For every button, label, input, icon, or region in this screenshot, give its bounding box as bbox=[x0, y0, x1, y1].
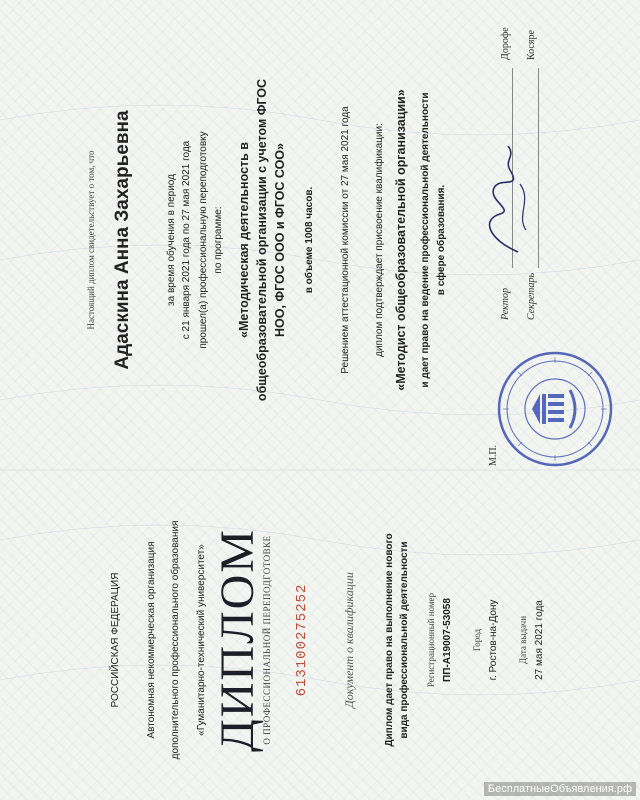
rector-signature bbox=[470, 140, 540, 260]
passed-line-1: прошел(а) профессиональную переподготовку bbox=[198, 131, 209, 349]
diploma-subtitle: О ПРОФЕССИОНАЛЬНОЙ ПЕРЕПОДГОТОВКЕ bbox=[262, 535, 272, 745]
secretary-label: Секретарь bbox=[526, 272, 537, 320]
stamp-mp-label: М.П. bbox=[488, 444, 499, 466]
program-hours: в объеме 1008 часов. bbox=[304, 186, 315, 294]
qualification-name: «Методист общеобразовательной организации» bbox=[394, 89, 408, 391]
diploma-content-side bbox=[0, 20, 640, 466]
university-stamp bbox=[496, 350, 614, 468]
city: г. Ростов-на-Дону bbox=[488, 599, 499, 681]
graduate-name: Адаскина Анна Захарьевна bbox=[112, 110, 133, 370]
rights-line-1: и дает право на ведение профессиональной деятельности bbox=[420, 92, 431, 388]
qualification-confirm: диплом подтверждает присвоение квалификации: bbox=[374, 123, 385, 357]
intro-text: Настоящий диплом свидетельствует о том, что bbox=[86, 150, 96, 330]
org-line-3: «Гуманитарно-технический университет» bbox=[196, 544, 207, 736]
rights-line-2: в сфере образования. bbox=[436, 184, 447, 296]
reg-number: ПП-А19007-53058 bbox=[442, 598, 453, 682]
org-line-1: Автономная некоммерческая организация bbox=[146, 541, 157, 739]
country-name: РОССИЙСКАЯ ФЕДЕРАЦИЯ bbox=[110, 572, 121, 708]
period-line-1: за время обучения в период bbox=[166, 174, 177, 306]
passed-line-2: по программе: bbox=[213, 206, 224, 274]
city-label: Город bbox=[472, 628, 482, 652]
commission-decision: Решением аттестационной комиссии от 27 мая 2021 года bbox=[340, 106, 351, 374]
grants-line-2: вида профессиональной деятельности bbox=[399, 541, 410, 739]
issue-date: 27 мая 2021 года bbox=[534, 600, 545, 680]
diploma-cover-side bbox=[0, 490, 640, 790]
issue-date-label: Дата выдачи bbox=[518, 615, 528, 665]
program-line-2: общеобразовательной организации с учетом ФГОС bbox=[255, 78, 269, 402]
grants-line-1: Диплом дает право на выполнение нового bbox=[384, 533, 395, 747]
rector-name: Дорофе bbox=[500, 27, 511, 60]
period-line-2: с 21 января 2021 года по 27 мая 2021 года bbox=[181, 140, 192, 340]
serial-number: 613100275252 bbox=[294, 583, 310, 697]
diploma-title: ДИПЛОМ bbox=[211, 528, 264, 752]
site-watermark: БесплатныеОбъявления.рф bbox=[484, 782, 636, 796]
secretary-name: Косяре bbox=[526, 30, 537, 60]
org-line-2: дополнительного профессионального образования bbox=[170, 520, 181, 760]
program-line-1: «Методическая деятельность в bbox=[237, 142, 251, 338]
document-type: Документ о квалификации bbox=[342, 572, 356, 708]
rector-label: Ректор bbox=[500, 288, 511, 320]
program-line-3: НОО, ФГОС ООО и ФГОС СОО» bbox=[273, 143, 287, 337]
reg-number-label: Регистрационный номер bbox=[426, 592, 436, 688]
